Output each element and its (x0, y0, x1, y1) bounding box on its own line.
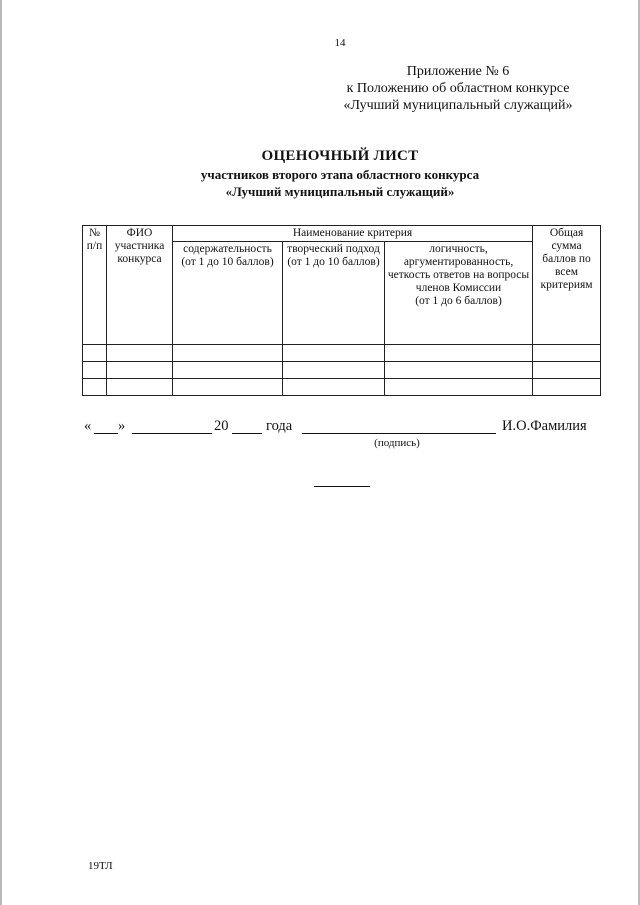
header-criterion-logic-range: (от 1 до 6 баллов) (415, 295, 502, 307)
header-criterion-logic (385, 242, 533, 345)
table-row (83, 345, 601, 362)
page-number: 14 (334, 37, 346, 49)
header-criterion-content: содержательность (от 1 до 10 баллов) (173, 242, 283, 345)
end-separator-line (314, 486, 370, 487)
table-cell (283, 345, 385, 362)
header-no: № п/п (83, 226, 107, 345)
header-criteria-group: Наименование критерия (173, 226, 533, 242)
header-total: Общая сумма баллов по всем критериям (533, 226, 601, 345)
evaluation-table (82, 225, 601, 396)
header-criterion-creative (283, 242, 385, 345)
header-criterion-logic-name: логичность, аргументированность, четкость ответов на вопросы членов Комиссии (387, 243, 530, 294)
date-year-word: года (266, 418, 293, 434)
table-cell (173, 345, 283, 362)
table-cell (173, 379, 283, 396)
header-fio: ФИО участника конкурса (107, 226, 173, 345)
table-cell (283, 379, 385, 396)
date-day-line (94, 433, 118, 434)
table-cell (83, 362, 107, 379)
signer-name: И.О.Фамилия (502, 418, 587, 434)
table-cell (385, 345, 533, 362)
table-row (83, 362, 601, 379)
footer-code: 19ТЛ (88, 860, 113, 872)
title-subtitle-2: «Лучший муниципальный служащий» (225, 184, 455, 199)
table-cell (107, 362, 173, 379)
table-cell (283, 362, 385, 379)
date-year-line (232, 433, 262, 434)
table-cell (107, 379, 173, 396)
table-cell (83, 379, 107, 396)
table-cell (385, 379, 533, 396)
table-cell (533, 345, 601, 362)
title-main: ОЦЕНОЧНЫЙ ЛИСТ (261, 148, 419, 164)
scan-edge-left (0, 0, 2, 905)
date-quote-open: « (84, 418, 92, 434)
table-row (83, 379, 601, 396)
table-header-row-1 (83, 226, 601, 242)
table-cell (533, 362, 601, 379)
date-year-prefix: 20 (214, 418, 229, 434)
appendix-line-2: к Положению об областном конкурсе (346, 81, 570, 96)
appendix-line-3: «Лучший муниципальный служащий» (343, 98, 573, 113)
appendix-header (318, 63, 598, 114)
table-cell (107, 345, 173, 362)
header-criterion-creative-name: творческий подход (287, 243, 380, 255)
table-cell (83, 345, 107, 362)
signature-caption: (подпись) (374, 437, 420, 449)
header-criterion-creative-range: (от 1 до 10 баллов) (287, 256, 380, 268)
signature-line (302, 433, 496, 434)
date-quote-close: » (118, 418, 126, 434)
appendix-line-1: Приложение № 6 (406, 64, 510, 79)
title-subtitle-1: участников второго этапа областного конкурса (200, 167, 480, 182)
table-cell (173, 362, 283, 379)
table-cell (533, 379, 601, 396)
table-cell (385, 362, 533, 379)
document-title (0, 147, 640, 200)
date-month-line (132, 433, 212, 434)
